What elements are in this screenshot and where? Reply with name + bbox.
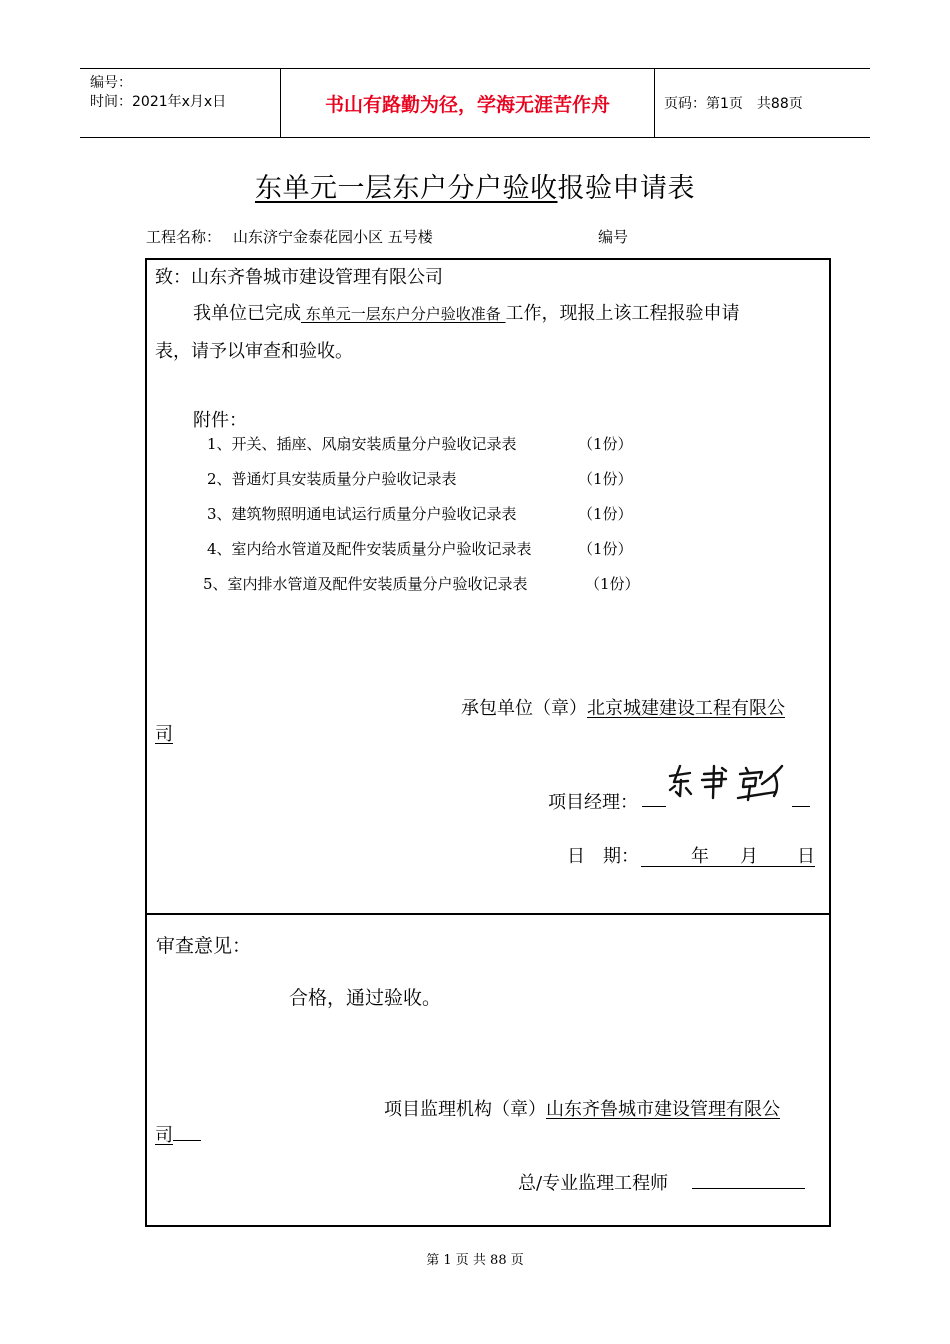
body-suffix: 工作，现报上该工程报验申请 xyxy=(505,303,740,324)
attachment-name: 4、室内给水管道及配件安装质量分户验收记录表 xyxy=(207,540,532,558)
contractor-name-cont: 司 xyxy=(155,724,173,745)
contractor-line xyxy=(461,694,785,720)
date-label: 日 期： xyxy=(567,846,639,867)
manager-blank-right xyxy=(792,806,810,807)
page-info: 页码：第1页 共88页 xyxy=(664,96,803,112)
number-label: 编号： xyxy=(90,75,132,91)
engineer-signature-blank xyxy=(692,1188,805,1189)
form-title xyxy=(0,166,950,205)
contractor-name: 北京城建建设工程有限公 xyxy=(587,698,785,719)
date-month: 月 xyxy=(740,846,758,867)
body-work-item: 东单元一层东户分户验收准备 xyxy=(301,305,506,323)
project-name: 山东济宁金泰花园小区 五号楼 xyxy=(233,228,433,246)
engineer-label: 总/专业监理工程师 xyxy=(518,1173,669,1194)
attachment-qty: （1份） xyxy=(585,575,640,593)
manager-signature xyxy=(664,762,790,808)
attachment-name: 3、建筑物照明通电试运行质量分户验收记录表 xyxy=(207,505,517,523)
agency-label: 项目监理机构（章） xyxy=(384,1099,546,1120)
addressee: 致：山东齐鲁城市建设管理有限公司 xyxy=(155,267,443,288)
review-opinion: 合格，通过验收。 xyxy=(289,987,442,1009)
attachment-qty: （1份） xyxy=(578,540,633,558)
application-form-frame xyxy=(145,258,831,1227)
page-footer: 第 1 页 共 88 页 xyxy=(426,1253,524,1268)
attachment-name: 1、开关、插座、风扇安装质量分户验收记录表 xyxy=(207,435,517,453)
section-divider xyxy=(145,913,831,915)
date-underline xyxy=(641,866,815,867)
attachment-qty: （1份） xyxy=(578,470,633,488)
attachment-name: 5、室内排水管道及配件安装质量分户验收记录表 xyxy=(203,575,528,593)
date-year: 年 xyxy=(691,846,709,867)
header-info-cell xyxy=(80,69,280,137)
motto-text: 书山有路勤为径，学海无涯苦作舟 xyxy=(280,69,655,137)
attachment-qty: （1份） xyxy=(578,505,633,523)
date-day: 日 xyxy=(797,846,815,867)
attachment-name: 2、普通灯具安装质量分户验收记录表 xyxy=(207,470,457,488)
page-header xyxy=(80,68,870,138)
contractor-label: 承包单位（章） xyxy=(461,698,587,719)
code-label: 编号 xyxy=(598,228,629,246)
form-title-rest: 报验申请表 xyxy=(557,173,695,204)
attachments-label: 附件： xyxy=(193,410,247,431)
manager-label: 项目经理： xyxy=(548,792,638,813)
agency-name-blank xyxy=(173,1140,201,1141)
project-label: 工程名称： xyxy=(146,228,222,246)
time-label: 时间：2021年x月x日 xyxy=(90,94,227,110)
manager-blank-left xyxy=(642,806,666,807)
agency-name: 山东齐鲁城市建设管理有限公 xyxy=(546,1099,780,1120)
application-body-line1 xyxy=(193,299,740,325)
review-label: 审查意见： xyxy=(156,935,252,957)
attachment-qty: （1份） xyxy=(578,435,633,453)
agency-name-cont: 司 xyxy=(155,1125,173,1146)
application-body-line2: 表，请予以审查和验收。 xyxy=(155,341,353,362)
form-title-underlined: 东单元一层东户分户验收 xyxy=(255,173,558,204)
agency-line xyxy=(384,1095,780,1121)
body-prefix: 我单位已完成 xyxy=(193,303,301,324)
agency-name-cont-line xyxy=(155,1121,201,1147)
